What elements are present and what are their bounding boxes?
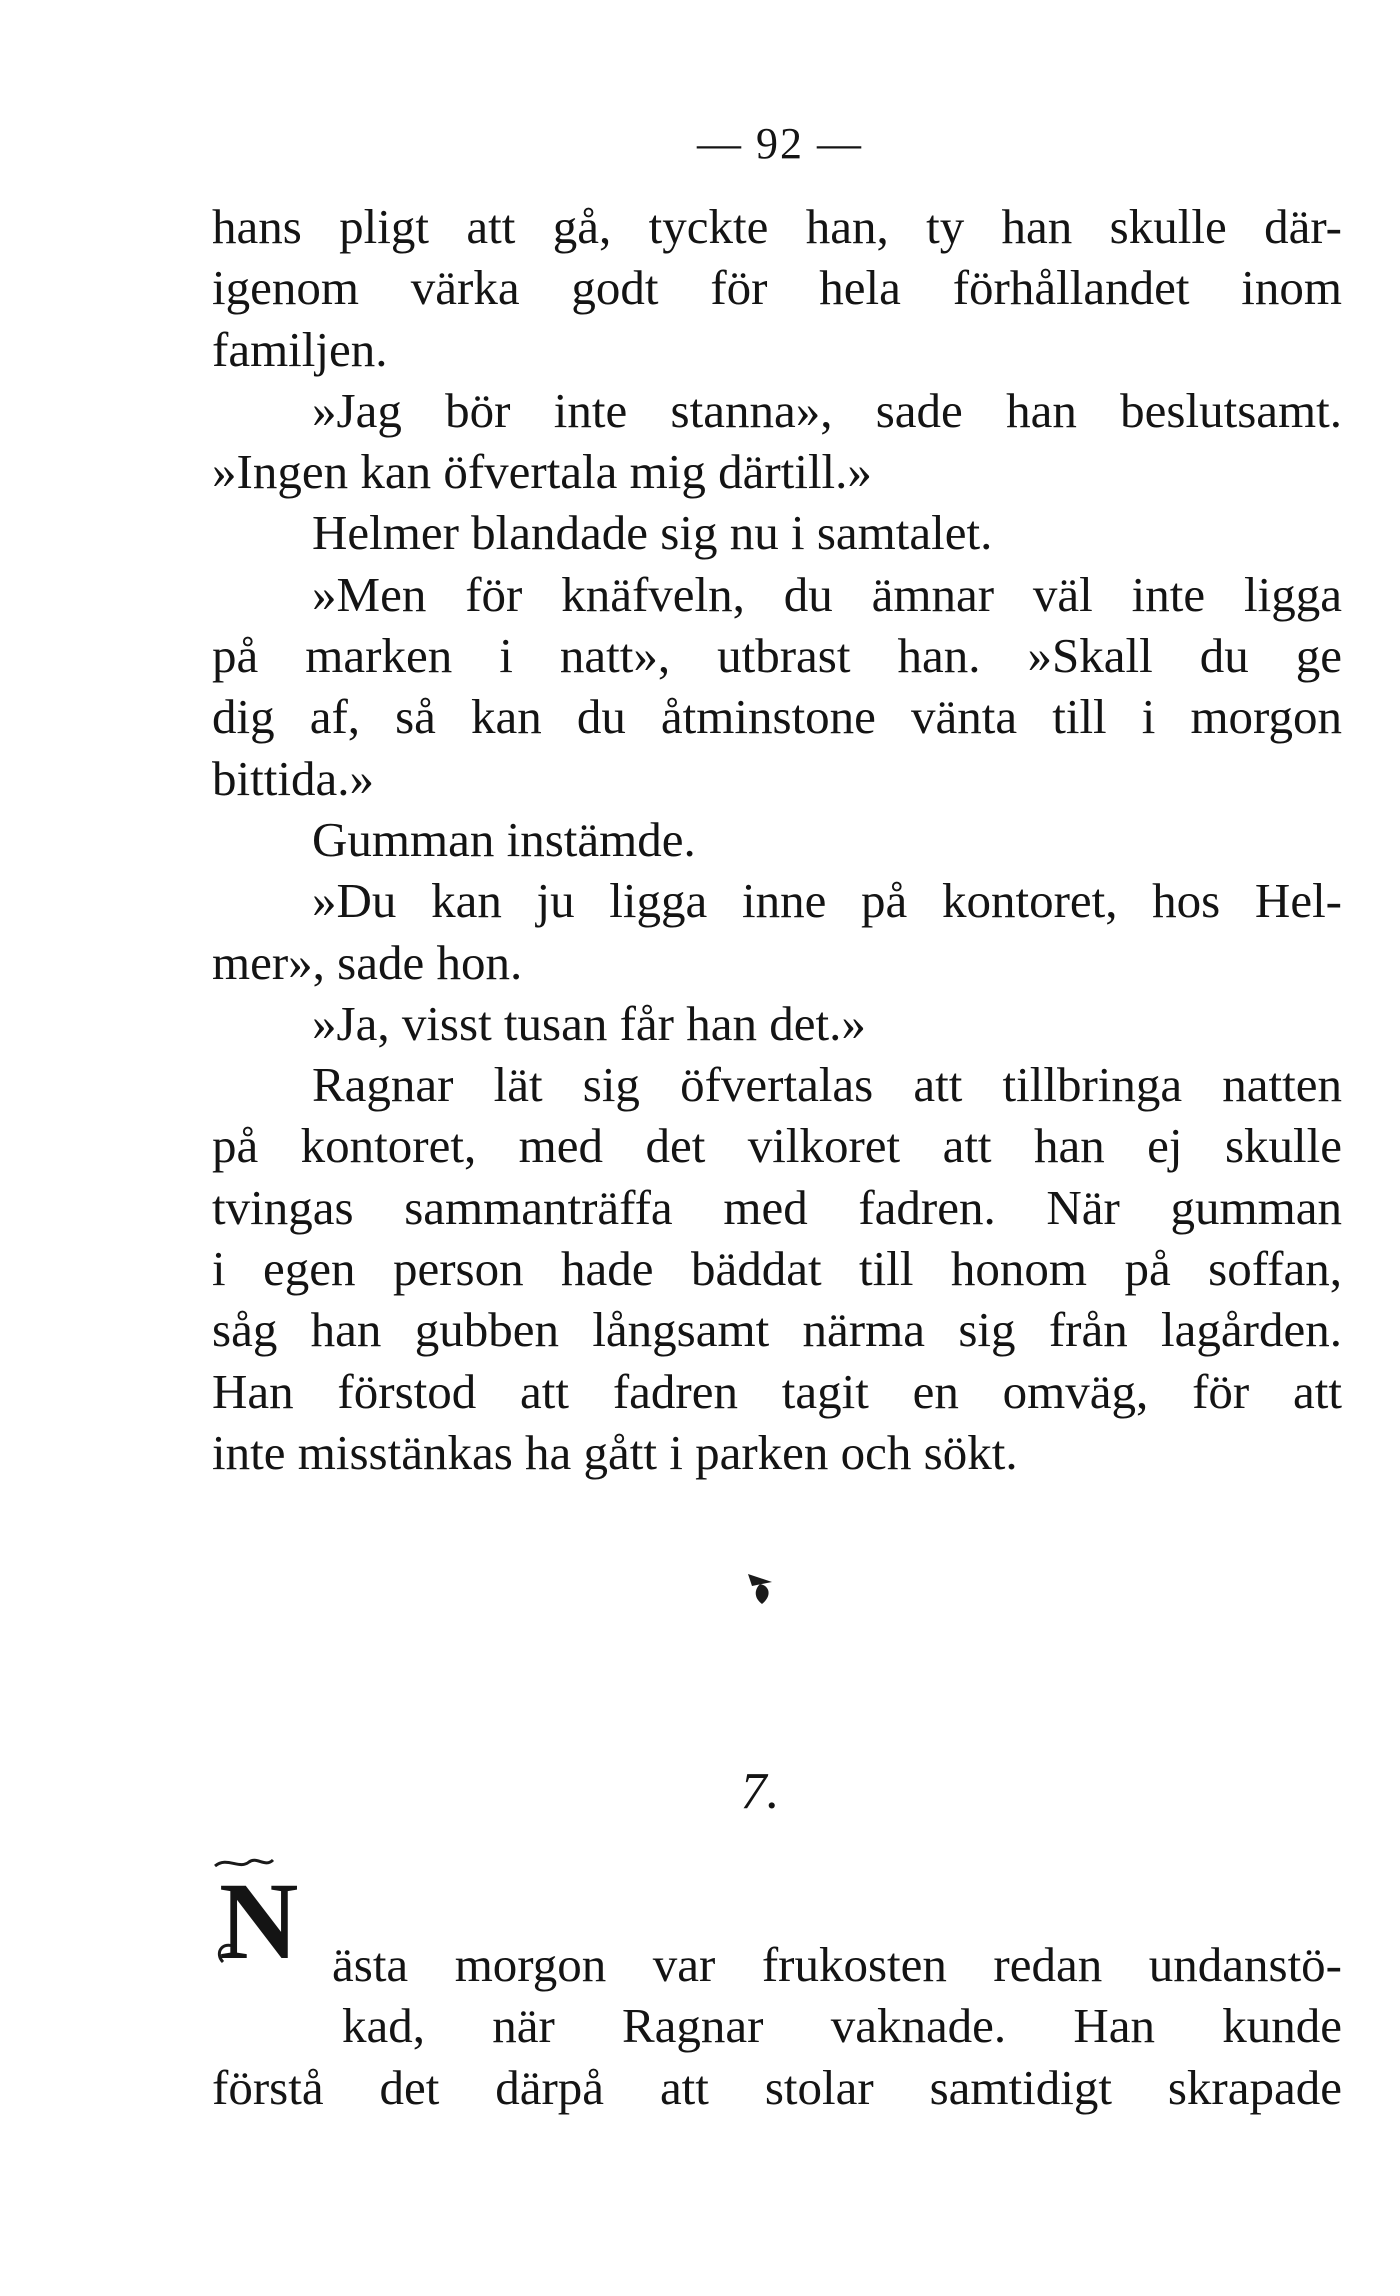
text-line: ästa morgon var frukosten redan undanstö-: [332, 1937, 1342, 1992]
text-line: »Men för knäfveln, du ämnar väl inte ligga: [312, 566, 1342, 622]
text-line: familjen.: [212, 321, 388, 377]
body-text: [212, 196, 1342, 1483]
text-line: »Du kan ju ligga inne på kontoret, hos Hel-: [312, 873, 1342, 929]
text-line: »Ja, visst tusan får han det.»: [312, 995, 866, 1051]
text-line: dig af, så kan du åtminstone vänta till i morgon: [212, 689, 1342, 745]
text-line: Helmer blandade sig nu i samtalet.: [312, 505, 993, 561]
text-line: på kontoret, med det vilkoret att han ej skulle: [212, 1118, 1342, 1174]
text-line: »Jag bör inte stanna», sade han beslutsamt.: [312, 382, 1342, 438]
chapter-number: 7.: [740, 1763, 780, 1820]
text-line: såg han gubben långsamt närma sig från lagården.: [212, 1302, 1342, 1358]
text-line: förstå det därpå att stolar samtidigt skrapade: [212, 2059, 1342, 2115]
text-line: kad, när Ragnar vaknade. Han kunde: [342, 1998, 1342, 2054]
text-line: hans pligt att gå, tyckte han, ty han skulle där-: [212, 199, 1342, 254]
text-line: igenom värka godt för hela förhållandet inom: [212, 260, 1342, 316]
chapter-text: [212, 1934, 1342, 2118]
leaf-ornament-icon: [740, 1568, 780, 1608]
text-line: Han förstod att fadren tagit en omväg, för att: [212, 1363, 1342, 1419]
text-line: bittida.»: [212, 750, 374, 806]
text-line: inte misstänkas ha gått i parken och sökt.: [212, 1424, 1018, 1480]
text-line: mer», sade hon.: [212, 934, 523, 990]
text-line: på marken i natt», utbrast han. »Skall du ge: [212, 628, 1342, 684]
page-number: — 92 —: [697, 119, 863, 168]
text-line: »Ingen kan öfvertala mig därtill.»: [212, 444, 872, 500]
text-line: tvingas sammanträffa med fadren. När gumman: [212, 1179, 1342, 1235]
dropcap-letter: N: [219, 1860, 299, 1980]
text-line: Ragnar lät sig öfvertalas att tillbringa natten: [312, 1057, 1342, 1113]
text-line: Gumman instämde.: [312, 811, 696, 867]
text-line: i egen person hade bäddat till honom på soffan,: [212, 1241, 1342, 1297]
